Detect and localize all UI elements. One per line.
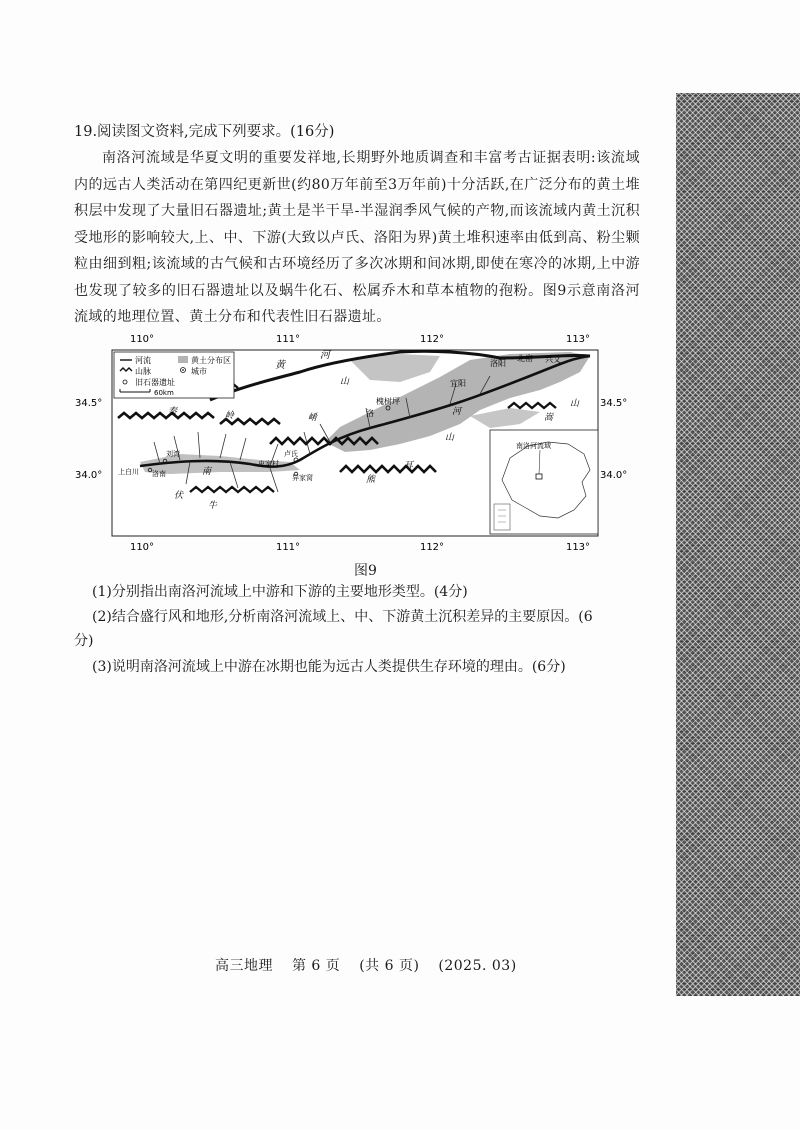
label-er: 耳 [404, 461, 414, 471]
label-shan2: 山 [570, 399, 580, 409]
label-song: 嵩 [544, 413, 554, 423]
label-huang: 黄 [275, 360, 285, 371]
tick-right-34.5: 34.5° [600, 398, 628, 409]
label-niu: 牛 [208, 501, 218, 511]
tick-top-112: 112° [419, 334, 445, 345]
label-shangbaichuan: 上白川 [118, 468, 139, 476]
tick-bottom-111: 111° [275, 542, 301, 553]
tick-bottom-112: 112° [419, 542, 445, 553]
label-luonan: 洛南 [152, 470, 166, 478]
label-yijiawo: 异家窝 [292, 474, 313, 482]
legend-river: 河流 [135, 356, 151, 365]
scan-shadow-strip [676, 93, 800, 996]
legend-mountain: 山脉 [135, 367, 151, 376]
label-yiyang: 宜阳 [450, 379, 466, 388]
footer-total: (共 6 页) [359, 958, 420, 974]
figure-caption: 图9 [354, 563, 377, 579]
label-river-he: 河 [452, 407, 462, 417]
tick-bottom-110: 110° [129, 542, 155, 553]
label-liuwan: 刘湾 [166, 450, 180, 458]
label-qin: 秦 [168, 407, 178, 417]
subquestion-2: (2)结合盛行风和地形,分析南洛河流域上、中、下游黄土沉积差异的主要原因。(6 [92, 609, 593, 625]
label-xiao: 崤 [308, 413, 318, 423]
tick-top-113: 113° [565, 334, 591, 345]
tick-top-111: 111° [275, 334, 301, 345]
label-shan3: 山 [445, 433, 455, 443]
subquestion-3: (3)说明南洛河流域上中游在冰期也能为远古人类提供生存环境的理由。(6分) [92, 659, 566, 675]
question-title: 19.阅读图文资料,完成下列要求。(16分) [74, 124, 335, 140]
subquestion-1: (1)分别指出南洛河流域上中游和下游的主要地形类型。(4分) [92, 584, 468, 600]
tick-left-34.0: 34.0° [75, 470, 103, 481]
tick-top-110: 110° [129, 334, 155, 345]
label-beiyao: 北窑 [517, 354, 533, 363]
label-nan: 南 [202, 467, 212, 477]
tick-left-34.5: 34.5° [75, 398, 103, 409]
footer-page: 第 6 页 [291, 958, 341, 974]
label-xingwen: 兴文 [545, 355, 561, 364]
legend-site: 旧石器遗址 [135, 378, 175, 387]
tick-right-34.0: 34.0° [600, 470, 628, 481]
label-fu: 伏 [174, 491, 184, 501]
label-lushi: 卢氏 [284, 450, 298, 458]
footer-date: (2025. 03) [438, 958, 517, 974]
label-xiong: 熊 [366, 475, 376, 485]
inset-label: 南洛河流域 [516, 442, 551, 450]
label-huaishuping: 槐树坪 [376, 397, 400, 406]
figure-9-map [70, 332, 630, 557]
label-luoyang: 洛阳 [490, 359, 506, 368]
question-paragraph: 南洛河流域是华夏文明的重要发祥地,长期野外地质调查和丰富考古证据表明:该流域内的远古人类活动在第四纪更新世(约80万年前至3万年前)十分活跃,在广泛分布的黄土堆积层中发现了大量旧石器遗址;黄土是半干旱-半湿润季风气候的产物,而该流域内黄土沉积受地形的影响较大,上、中、下游(大致以卢氏、洛阳为界)黄土堆积速率由低到高、粉尘颗粒由细到粗;该流域的古气候和古环境经历了多次冰期和间冰期,即使在寒冷的冰期,上中游也发现了较多的旧石器遗址以及蜗牛化石、松属乔木和草本植物的孢粉。图9示意南洛河流域的地理位置、黄土分布和代表性旧石器遗址。 [74, 150, 640, 325]
label-shan1: 山 [340, 377, 350, 387]
legend-loess: 黄土分布区 [191, 356, 231, 365]
footer-subject: 高三地理 [215, 958, 273, 974]
subquestion-2-cont: 分) [74, 633, 94, 649]
tick-bottom-113: 113° [565, 542, 591, 553]
label-luo: 洛 [366, 409, 374, 418]
label-ling: 岭 [225, 411, 235, 421]
legend-city: 城市 [191, 367, 207, 376]
label-he: 河 [320, 350, 330, 361]
legend-scale: 60km [154, 389, 174, 397]
page-footer [215, 955, 531, 975]
label-shijiacun: 史家村 [258, 460, 279, 468]
